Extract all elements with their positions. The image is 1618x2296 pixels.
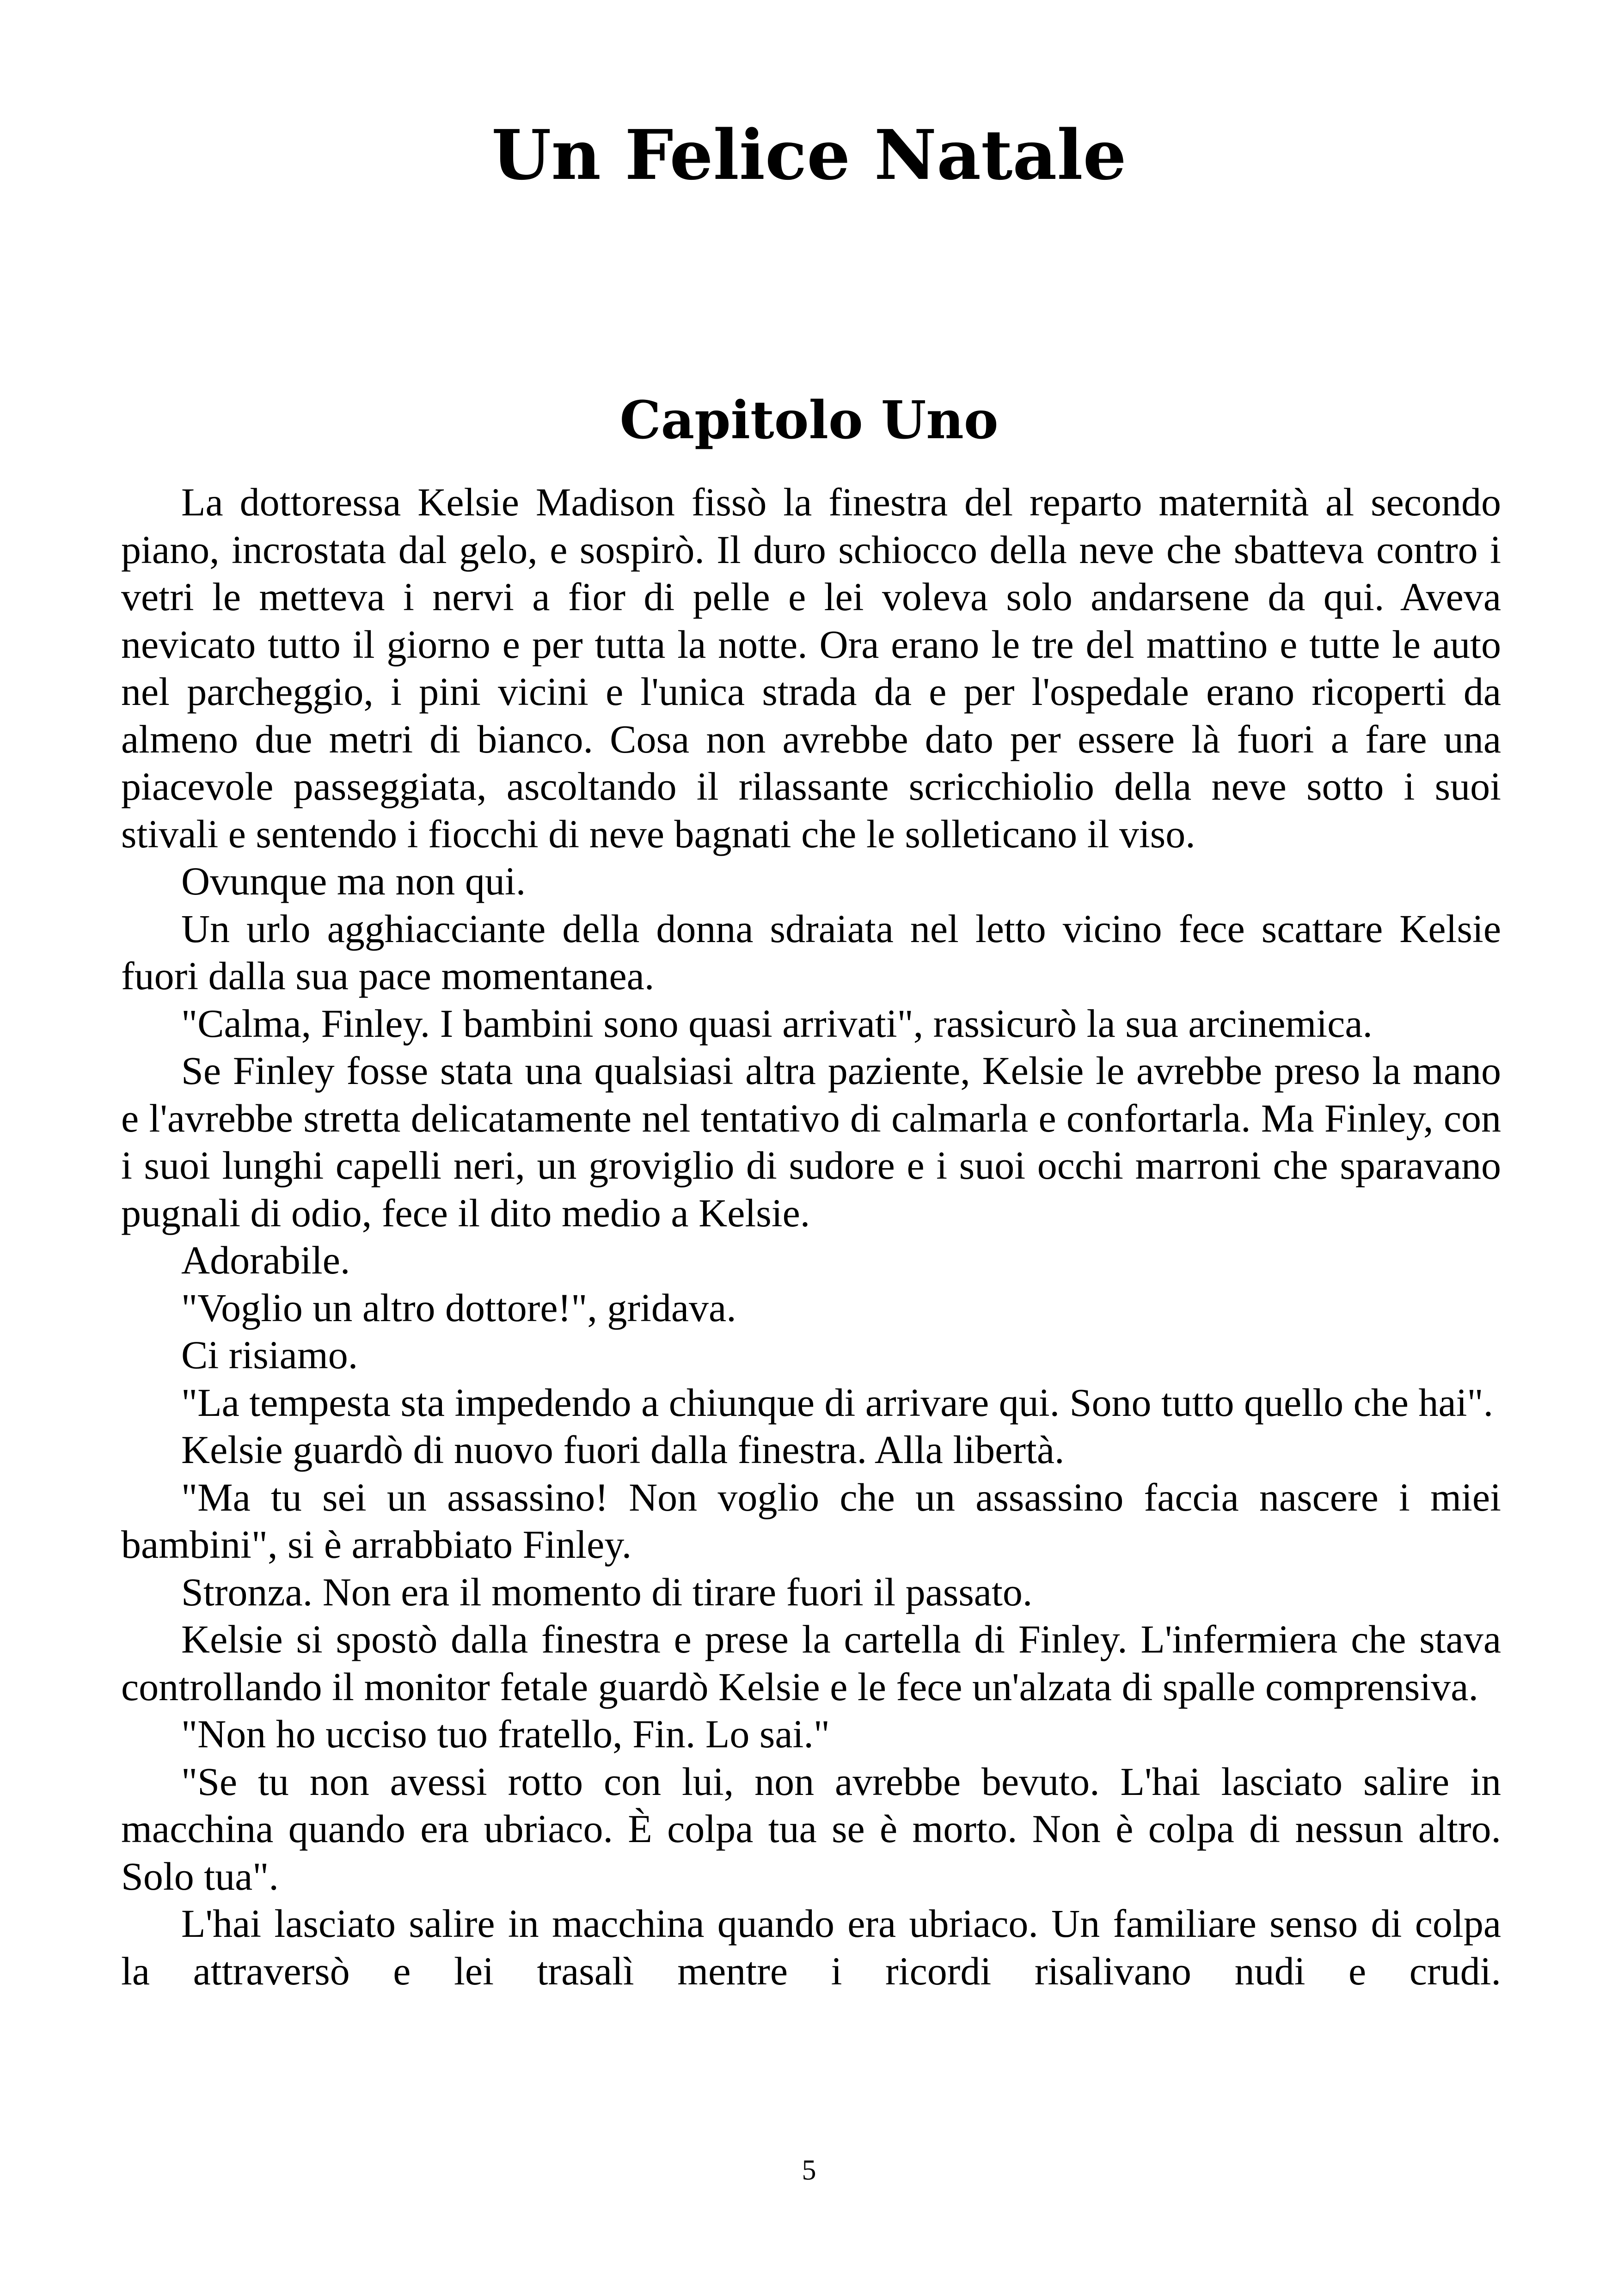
paragraph: Kelsie guardò di nuovo fuori dalla finestra. Alla libertà.: [181, 1427, 1065, 1472]
paragraph: Se Finley fosse stata una qualsiasi altra paziente, Kelsie le avrebbe preso la mano e l'avrebbe stretta delicatamente nel tentativo di calmarla e confortarla. Ma Finley, con i suoi lunghi capelli neri, un groviglio di sudore e i suoi occhi marroni che sparavano pugnali di odio, fece il dito medio a Kelsie.: [121, 1048, 1501, 1235]
paragraph: "Se tu non avessi rotto con lui, non avrebbe bevuto. L'hai lasciato salire in macchina quando era ubriaco. È colpa tua se è morto. Non è colpa di nessun altro. Solo tua".: [121, 1759, 1501, 1898]
paragraph: Stronza. Non era il momento di tirare fuori il passato.: [181, 1569, 1033, 1614]
paragraph: "Voglio un altro dottore!", gridava.: [181, 1285, 736, 1330]
chapter-title: Capitolo Uno: [619, 390, 999, 451]
page-number: 5: [802, 2155, 816, 2186]
paragraph: Ovunque ma non qui.: [181, 859, 526, 903]
paragraph: Adorabile.: [181, 1238, 350, 1282]
chapter-body: [121, 478, 1501, 1995]
paragraph: La dottoressa Kelsie Madison fissò la finestra del reparto maternità al secondo piano, incrostata dal gelo, e sospirò. Il duro schiocco della neve che sbatteva contro i vetri le metteva i nervi a fior di pelle e lei voleva solo andarsene da qui. Aveva nevicato tutto il giorno e per tutta la notte. Ora erano le tre del mattino e tutte le auto nel parcheggio, i pini vicini e l'unica strada da e per l'ospedale erano ricoperti da almeno due metri di bianco. Cosa non avrebbe dato per essere là fuori a fare una piacevole passeggiata, ascoltando il rilassante scricchiolio della neve sotto i suoi stivali e sentendo i fiocchi di neve bagnati che le solleticano il viso.: [121, 480, 1501, 856]
book-title: Un Felice Natale: [491, 115, 1127, 195]
paragraph: Kelsie si spostò dalla finestra e prese la cartella di Finley. L'infermiera che stava controllando il monitor fetale guardò Kelsie e le fece un'alzata di spalle comprensiva.: [121, 1617, 1501, 1709]
paragraph: Ci risiamo.: [181, 1333, 358, 1377]
paragraph: L'hai lasciato salire in macchina quando era ubriaco. Un familiare senso di colpa la attraversò e lei trasalì mentre i ricordi risalivano nudi e crudi.: [121, 1901, 1501, 1993]
paragraph: "Non ho ucciso tuo fratello, Fin. Lo sai.": [181, 1712, 830, 1756]
paragraph: "Ma tu sei un assassino! Non voglio che un assassino faccia nascere i miei bambini", si è arrabbiato Finley.: [121, 1475, 1501, 1567]
paragraph: Un urlo agghiacciante della donna sdraiata nel letto vicino fece scattare Kelsie fuori dalla sua pace momentanea.: [121, 906, 1501, 998]
paragraph: "Calma, Finley. I bambini sono quasi arrivati", rassicurò la sua arcinemica.: [181, 1001, 1373, 1046]
paragraph: "La tempesta sta impedendo a chiunque di arrivare qui. Sono tutto quello che hai".: [181, 1380, 1494, 1425]
